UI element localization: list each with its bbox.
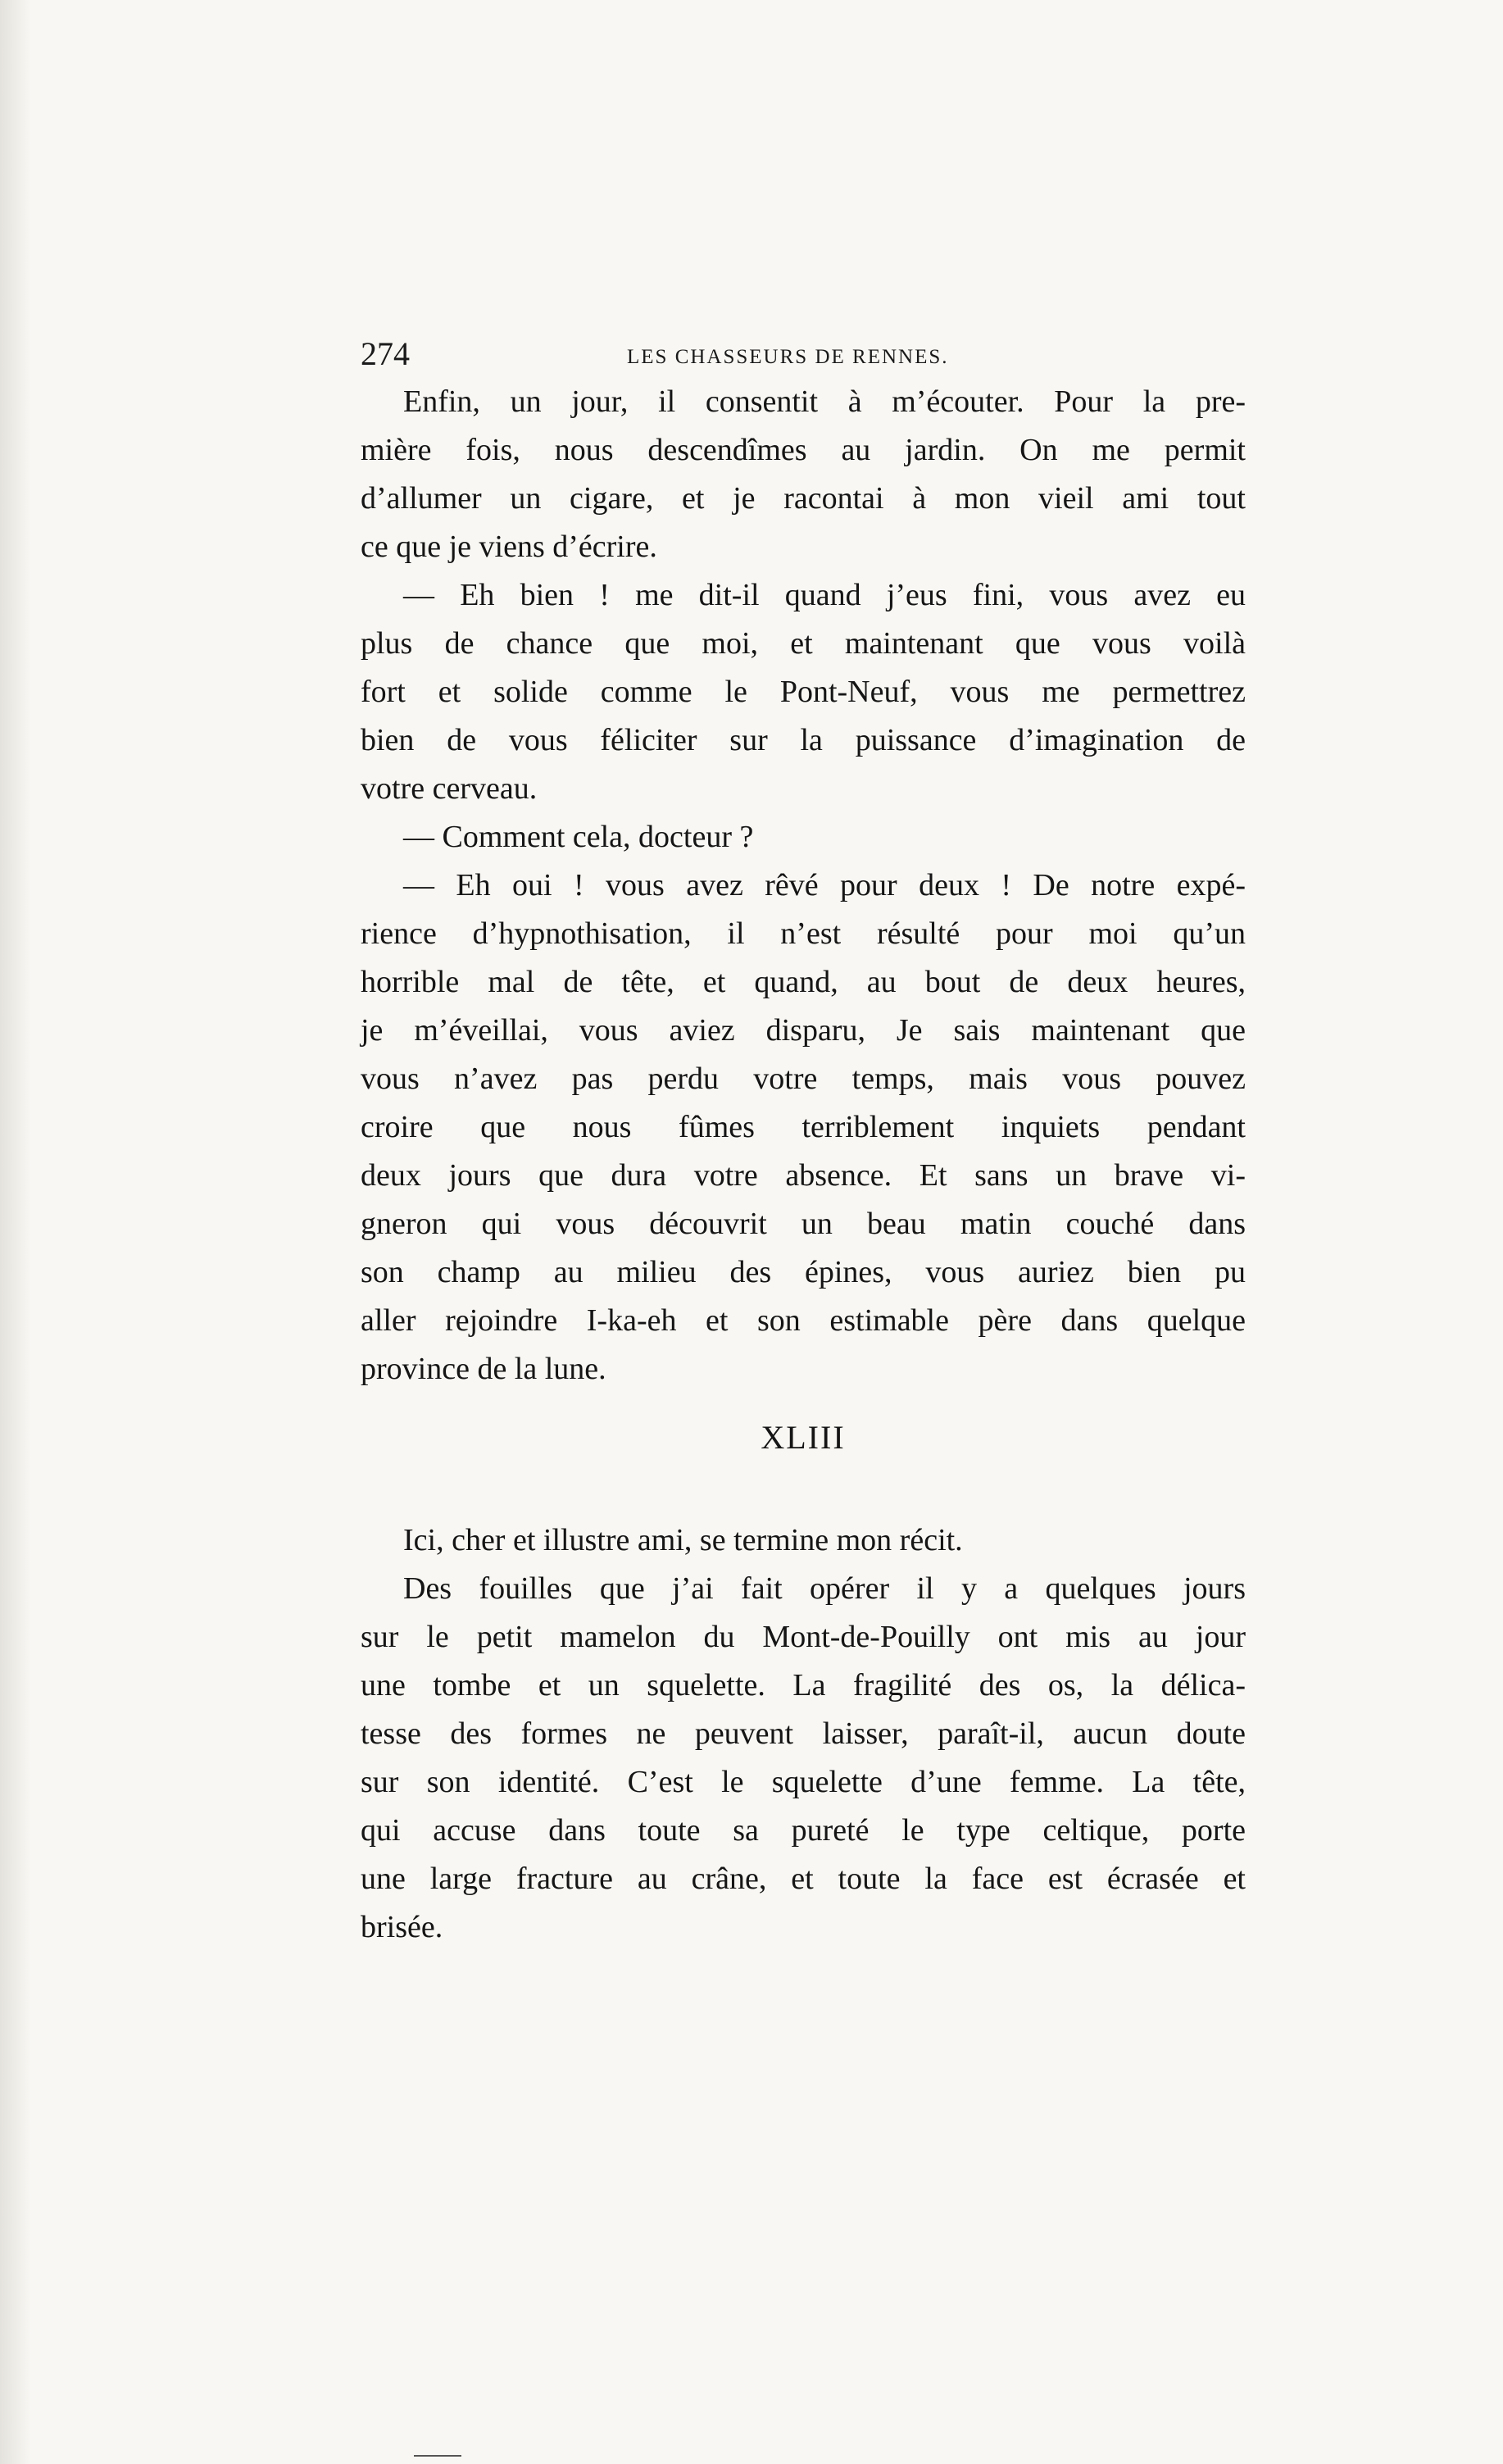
text-line: rience d’hypnothisation, il n’est résulté pour moi qu’un [361,916,1246,951]
text-line: — Eh oui ! vous avez rêvé pour deux ! De notre expé- [403,868,1246,902]
text-line: vous n’avez pas perdu votre temps, mais vous pouvez [361,1062,1246,1096]
text-line: ce que je viens d’écrire. [361,530,657,564]
page-number: 274 [361,335,410,372]
text-line: horrible mal de tête, et quand, au bout de deux heures, [361,965,1246,999]
text-line: croire que nous fûmes terriblement inquiets pendant [361,1110,1246,1144]
text-line: une tombe et un squelette. La fragilité des os, la délica- [361,1668,1246,1703]
text-line: deux jours que dura votre absence. Et sans un brave vi- [361,1158,1246,1193]
text-line: gneron qui vous découvrit un beau matin couché dans [361,1207,1246,1241]
text-line: aller rejoindre I-ka-eh et son estimable père dans quelque [361,1303,1246,1338]
text-line: tesse des formes ne peuvent laisser, paraît-il, aucun doute [361,1716,1246,1751]
chapter-heading: XLIII [761,1419,846,1456]
running-title: LES CHASSEURS DE RENNES. [627,346,949,368]
text-block-ending [361,1516,1246,1952]
running-head [361,330,1246,379]
text-line: son champ au milieu des épines, vous auriez bien pu [361,1255,1246,1289]
text-line: d’allumer un cigare, et je racontai à mon vieil ami tout [361,481,1246,516]
text-line: — Comment cela, docteur ? [403,820,754,854]
text-block-dialogue [361,378,1246,1393]
text-line: je m’éveillai, vous aviez disparu, Je sais maintenant que [361,1013,1246,1048]
text-line: sur son identité. C’est le squelette d’une femme. La tête, [361,1765,1246,1799]
text-line: votre cerveau. [361,771,538,806]
text-line: brisée. [361,1910,443,1944]
text-line: Ici, cher et illustre ami, se termine mon récit. [403,1523,963,1557]
text-line: Des fouilles que j’ai fait opérer il y a quelques jours [403,1571,1246,1606]
text-line: bien de vous féliciter sur la puissance d’imagination de [361,723,1246,757]
text-line: fort et solide comme le Pont-Neuf, vous me permettrez [361,675,1246,709]
text-line: qui accuse dans toute sa pureté le type celtique, porte [361,1813,1246,1848]
text-line: province de la lune. [361,1352,606,1386]
scan-edge-shadow [0,0,31,2464]
text-line: plus de chance que moi, et maintenant que vous voilà [361,626,1246,661]
footer-rule [414,2455,461,2457]
text-line: — Eh bien ! me dit-il quand j’eus fini, vous avez eu [403,578,1246,612]
text-line: Enfin, un jour, il consentit à m’écouter. Pour la pre- [403,384,1246,419]
text-line: mière fois, nous descendîmes au jardin. On me permit [361,433,1246,467]
text-line: sur le petit mamelon du Mont-de-Pouilly ont mis au jour [361,1620,1246,1654]
text-line: une large fracture au crâne, et toute la face est écrasée et [361,1862,1246,1896]
